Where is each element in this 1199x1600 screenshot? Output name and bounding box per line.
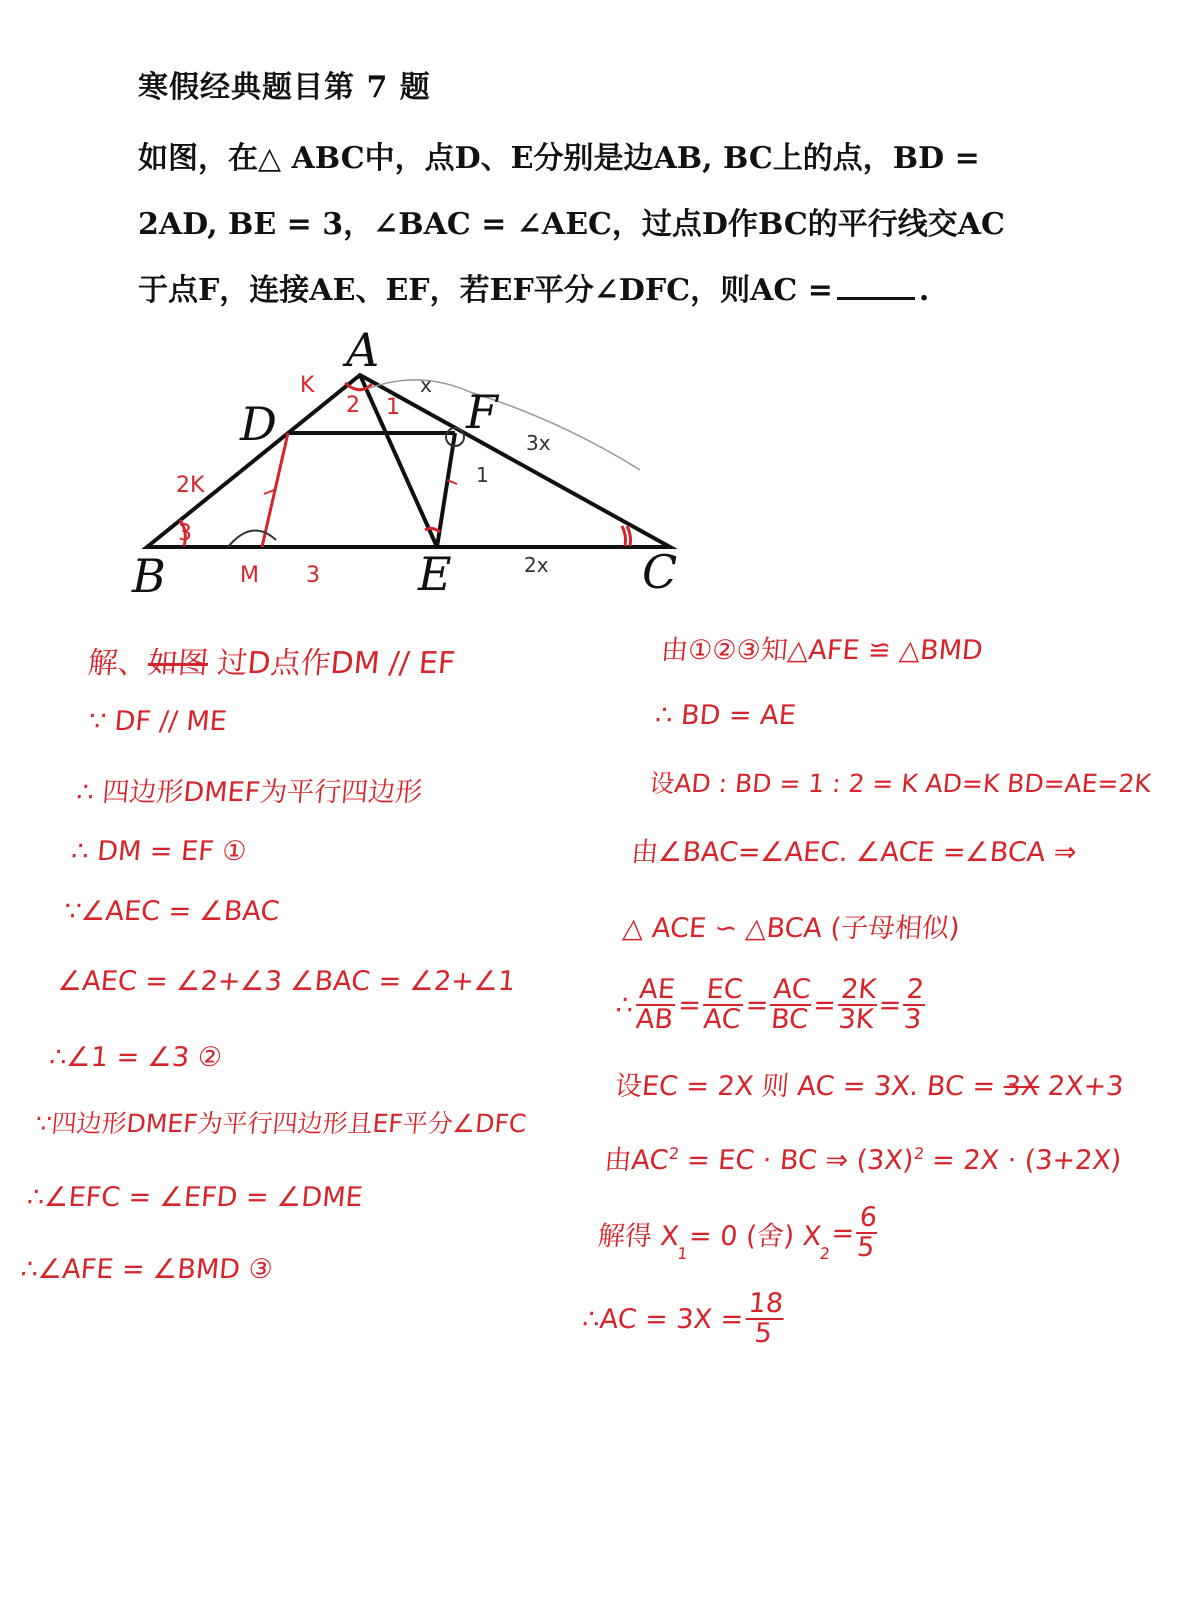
sol-sub: 1 [676, 1243, 689, 1263]
annot-m: M [240, 563, 259, 588]
sol-right-line-6 [613, 976, 929, 1035]
sol-left-line-2: ∵ DF // ME [87, 706, 229, 737]
frac-num: 2 [903, 976, 927, 1006]
frac-num: 2K [838, 976, 880, 1006]
annot-angle-2: 2 [346, 393, 360, 418]
eq-sign: = [811, 989, 838, 1021]
frac-ae-ab [633, 976, 679, 1035]
label-d: D [240, 397, 277, 451]
sol-right-line-9 [596, 1204, 883, 1263]
frac-den: BC [769, 1004, 810, 1036]
problem-line-1: 如图，在△ ABC中，点D、E分别是边AB, BC上的点，BD = [138, 141, 980, 176]
sol-right-line-10 [580, 1290, 788, 1349]
sol-eq-part-b: = EC · BC ⇒ (3X) [677, 1145, 915, 1176]
problem-line-3-text: 于点F，连接AE、EF，若EF平分∠DFC，则AC = [138, 273, 833, 308]
sol-left-line-8: ∵四边形DMEF为平行四边形且EF平分∠DFC [34, 1109, 528, 1138]
annot-angle-1: 1 [386, 395, 400, 420]
sol-set-ec: 设EC = 2X 则 AC = 3X. BC = [613, 1071, 1006, 1102]
sol-left-line-4: ∴ DM = EF ① [70, 836, 248, 867]
frac-num: 18 [745, 1290, 786, 1320]
sol-right-line-2: ∴ BD = AE [654, 700, 798, 731]
problem-line-2: 2AD, BE = 3，∠BAC = ∠AEC，过点D作BC的平行线交AC [138, 207, 1005, 242]
sol-left-line-9: ∴∠EFC = ∠EFD = ∠DME [25, 1182, 364, 1213]
sol-left-line-3: ∴ 四边形DMEF为平行四边形 [75, 777, 424, 808]
frac-den: 5 [753, 1318, 774, 1350]
frac-num: EC [703, 976, 746, 1006]
problem-line-3-end: . [918, 273, 930, 308]
frac-num: AE [636, 976, 678, 1006]
frac-den: AB [634, 1004, 675, 1036]
sol-left-line-1 [86, 638, 457, 682]
annot-f-1: 1 [476, 463, 489, 487]
sol-solve-label: 解、 [86, 646, 150, 681]
sol-right-line-8 [603, 1138, 1123, 1177]
frac-ac-bc [768, 976, 814, 1035]
annot-angle-3: 3 [178, 521, 192, 546]
label-f: F [466, 385, 498, 439]
sol-right-line-3: 设AD : BD = 1 : 2 = K AD=K BD=AE=2K [648, 769, 1153, 798]
annot-ec-2x: 2x [524, 553, 549, 577]
eq-sign: = [676, 989, 703, 1021]
sol-eq-part-c: = 2X · (3+2X) [922, 1145, 1123, 1176]
sol-sup: 2 [913, 1144, 926, 1163]
sol-sub: 2 [818, 1243, 831, 1263]
frac-num: AC [770, 976, 814, 1006]
eq-sign: = [744, 989, 770, 1021]
sol-solve-b: = 0 (舍) X [687, 1220, 823, 1252]
sol-struck-text: 如图 [146, 646, 210, 681]
sol-construction: 过D点作DM // EF [206, 646, 457, 681]
sol-left-line-10: ∴∠AFE = ∠BMD ③ [19, 1254, 275, 1285]
label-c: C [642, 545, 678, 599]
frac-den: 3K [837, 1004, 875, 1036]
frac-18-5 [743, 1290, 786, 1349]
sol-final: ∴AC = 3X = [581, 1303, 745, 1335]
eq-sign: = [877, 989, 903, 1021]
sol-right-line-7 [613, 1064, 1125, 1103]
annot-be-3: 3 [306, 563, 320, 588]
sol-solve-c: = [830, 1217, 856, 1249]
frac-num: 6 [856, 1204, 880, 1234]
sol-left-line-5: ∵∠AEC = ∠BAC [62, 896, 281, 927]
frac-den: 5 [855, 1232, 876, 1264]
frac-6-5 [854, 1204, 880, 1263]
annot-k: K [300, 373, 315, 398]
annot-2k: 2K [176, 473, 205, 498]
sol-left-line-7: ∴∠1 = ∠3 ② [48, 1042, 224, 1073]
frac-2k-3k [835, 976, 879, 1035]
sol-right-line-5: △ ACE ∽ △BCA (子母相似) [621, 913, 961, 944]
sol-therefore: ∴ [614, 989, 635, 1021]
sol-sup: 2 [668, 1144, 680, 1163]
label-b: B [132, 549, 166, 603]
sol-eq-part-a: 由AC [603, 1145, 670, 1176]
frac-ec-ac [700, 976, 746, 1035]
problem-title: 寒假经典题目第 7 题 [138, 70, 431, 105]
annot-fc-3x: 3x [526, 431, 551, 455]
frac-den: 3 [902, 1004, 923, 1036]
sol-left-line-6: ∠AEC = ∠2+∠3 ∠BAC = ∠2+∠1 [56, 966, 517, 997]
frac-den: AC [702, 1004, 742, 1036]
sol-struck-3x: 3X [1002, 1071, 1041, 1102]
sol-solve-a: 解得 X [596, 1220, 681, 1252]
label-e: E [418, 547, 452, 601]
sol-right-line-1: 由①②③知△AFE ≌ △BMD [659, 635, 985, 666]
annot-x: x [420, 373, 432, 397]
label-a: A [346, 323, 380, 377]
sol-bc-value: 2X+3 [1037, 1071, 1125, 1102]
frac-2-3 [901, 976, 927, 1035]
sol-right-line-4: 由∠BAC=∠AEC. ∠ACE =∠BCA ⇒ [630, 837, 1078, 868]
